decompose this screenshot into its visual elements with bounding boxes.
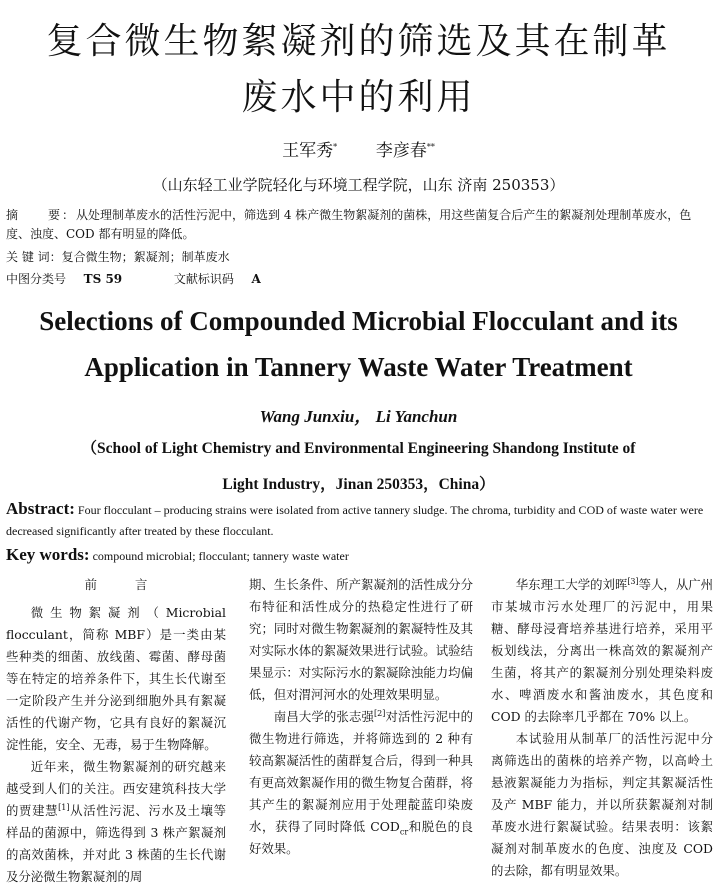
abstract-zh	[6, 206, 711, 244]
body-column-3	[491, 574, 713, 882]
authors-en: Wang Junxiu， Li Yanchun	[259, 407, 458, 426]
keywords-zh	[6, 248, 711, 267]
col2-paragraph-1: 期、生长条件、所产絮凝剂的活性成分分布特征和活性成分的热稳定性进行了研究；同时对微生物絮凝剂的絮凝特性及其对实际水体的絮凝效果进行试验。试验结果显示：对实际污水的絮凝除浊能力均偏低，但对渭河河水的处理效果明显。	[249, 577, 473, 702]
keywords-en	[6, 544, 711, 567]
abstract-en-text: Four flocculant – producing strains were isolated from active tannery sludge. The chroma, turbidity and COD of waste water were decreased significantly after treated by these flocculant.	[6, 503, 704, 538]
col2-paragraph-2: 南昌大学的张志强[2]对活性污泥中的微生物进行筛选，并将筛选到的 2 种有较高絮凝活性的菌群复合后，得到一种具有更高效絮凝作用的微生物复合菌群，将其产生的絮凝剂应用于处理靛蓝印染废水，获得了同时降低 $COD_{cr}$和脱色的良好效果。	[249, 708, 474, 856]
title-zh-line2: 废水中的利用	[241, 77, 476, 118]
abstract-en-label: Abstract:	[6, 499, 75, 518]
citation-2: [2]	[374, 708, 386, 718]
citation-1: [1]	[58, 802, 70, 812]
affiliation-en-line1: （School of Light Chemistry and Environmental Engineering Shandong Institute of	[81, 440, 636, 457]
body-column-2	[249, 574, 473, 860]
abstract-zh-text: 从处理制革废水的活性污泥中，筛选到 4 株产微生物絮凝剂的菌株，用这些菌复合后产生的絮凝剂处理制革废水，色度、浊度、COD 都有明显的降低。	[6, 208, 692, 241]
col1-paragraph-1: 微生物絮凝剂（Microbial flocculant，简称 MBF）是一类由某些种类的细菌、放线菌、霉菌、酵母菌等在特定的培养条件下，其生长代谢至一定阶段产生并分泌到细胞外具有絮凝活性的代谢产物，它具有良好的絮凝沉淀性能，安全、无毒，易于生物降解。	[6, 605, 226, 752]
body-column-1	[6, 574, 226, 888]
keywords-en-label: Key words:	[6, 545, 90, 564]
author-zh-1-mark: *	[333, 142, 338, 152]
author-zh-2-mark: **	[426, 142, 435, 152]
author-zh-1: 王军秀	[282, 141, 334, 161]
col3-paragraph-2: 本试验用从制革厂的活性污泥中分离筛选出的菌株的培养产物，以高岭土悬液絮凝能力为指标，判定其絮凝活性及产 MBF 能力，并以所获絮凝剂对制革废水进行絮凝试验。结果表明：该絮凝剂对制革废水的色度、浊度及 COD 的去除，都有明显效果。	[491, 731, 713, 878]
abstract-en	[6, 498, 711, 542]
abstract-zh-label: 摘 要：	[6, 208, 77, 222]
affiliation-en-line2: Light Industry，Jinan 250353，China）	[222, 476, 495, 493]
title-zh-line1: 复合微生物絮凝剂的筛选及其在制革	[46, 21, 671, 62]
clc-label: 中图分类号	[6, 272, 67, 286]
col3-paragraph-1: 华东理工大学的刘晖[3]等人，从广州市某城市污水处理厂的污泥中，用果糖、酵母浸膏培养基进行培养，采用平板划线法，分离出一株高效的絮凝剂产生菌，将其产的絮凝剂分别处理染料废水、啤酒废水和酱油废水，其色度和 COD 的去除率几乎都在 70% 以上。	[491, 576, 713, 724]
keywords-zh-text: 复合微生物；絮凝剂；制革废水	[61, 250, 230, 264]
title-en-line1: Selections of Compounded Microbial Flocculant and its	[39, 306, 678, 336]
col1-paragraph-2: 近年来，微生物絮凝剂的研究越来越受到人们的关注。西安建筑科技大学的贾建慧[1]从活性污泥、污水及土壤等样品的菌源中，筛选得到 3 株产絮凝剂的高效菌株，并对此 3 株菌的生长代谢及分泌微生物絮凝剂的周	[6, 759, 227, 884]
title-en-line2: Application in Tannery Waste Water Treatment	[84, 352, 633, 382]
section-heading-introduction: 前 言	[84, 577, 148, 592]
author-zh-2: 李彦春	[375, 141, 427, 161]
authors-zh	[0, 136, 717, 161]
citation-3: [3]	[627, 576, 639, 586]
keywords-en-text: compound microbial; flocculant; tannery waste water	[92, 549, 349, 563]
keywords-zh-label: 关 键 词：	[6, 250, 62, 264]
doc-code-value: A	[251, 272, 261, 286]
clc-value: TS 59	[83, 272, 123, 286]
classification	[6, 270, 711, 289]
doc-code-label: 文献标识码	[173, 272, 234, 286]
affiliation-zh: （山东轻工业学院轻化与环境工程学院，山东 济南 250353）	[152, 176, 565, 194]
